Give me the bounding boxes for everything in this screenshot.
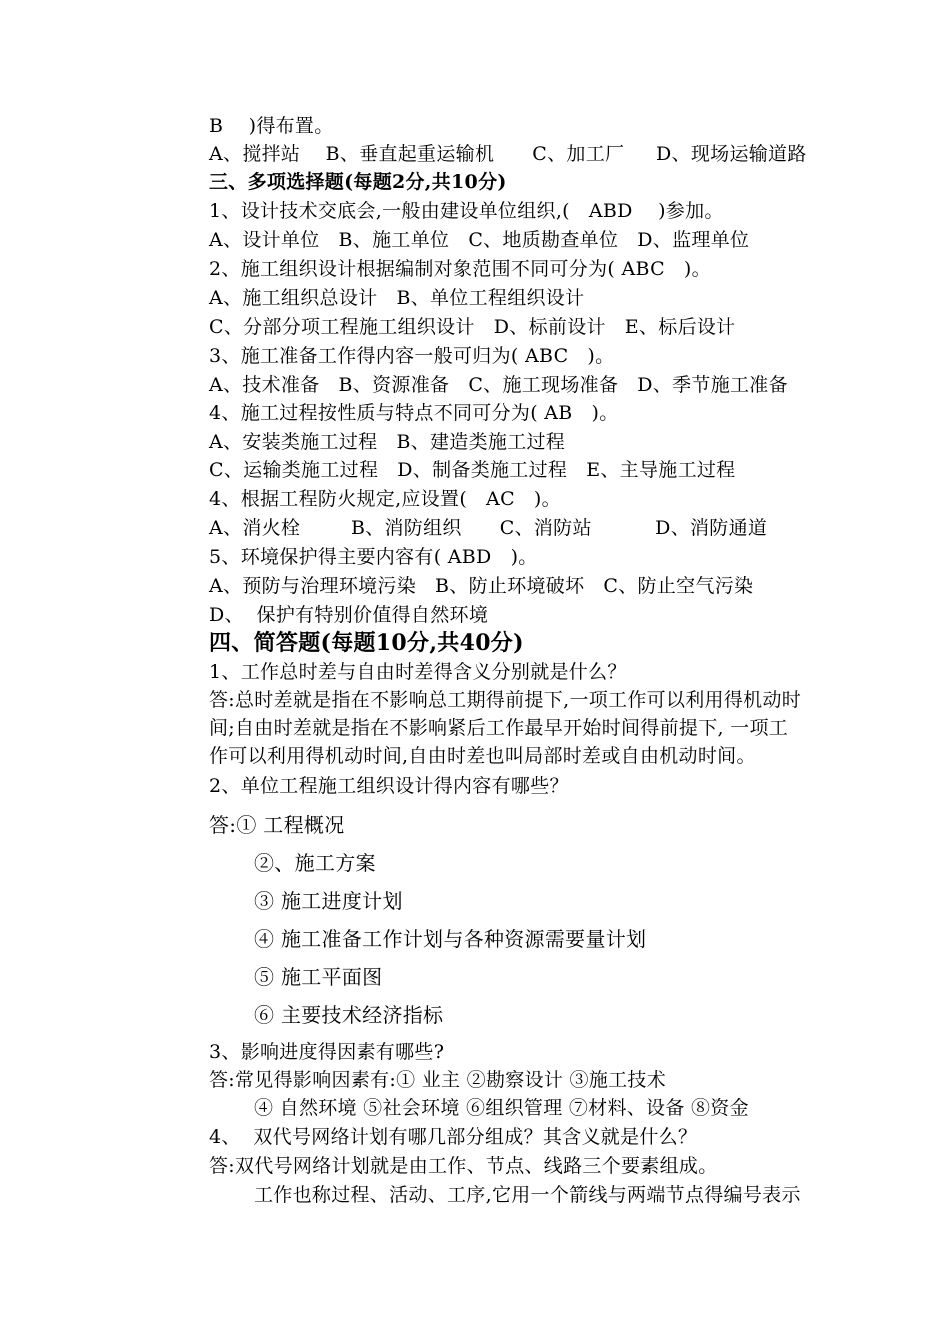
answer-line: 答:常见得影响因素有:① 业主 ②勘察设计 ③施工技术 — [209, 1069, 667, 1091]
option-line: A、设计单位 B、施工单位 C、地质勘查单位 D、监理单位 — [209, 229, 750, 251]
answer-item: ③ 施工进度计划 — [254, 889, 403, 913]
option-line: A、施工组织总设计 B、单位工程组织设计 — [209, 287, 585, 309]
question-line: 4、施工过程按性质与特点不同可分为( AB )。 — [209, 402, 619, 424]
question-line: 4、 双代号网络计划有哪几部分组成？其含义就是什么？ — [209, 1126, 698, 1148]
answer-item: ⑥ 主要技术经济指标 — [254, 1003, 444, 1027]
question-line: 2、施工组织设计根据编制对象范围不同可分为( ABC )。 — [209, 258, 711, 280]
answer-line: 工作也称过程、活动、工序,它用一个箭线与两端节点得编号表示 — [254, 1184, 801, 1206]
option-line: A、消火栓 B、消防组织 C、消防站 D、消防通道 — [209, 517, 768, 539]
answer-item: ②、施工方案 — [254, 851, 376, 875]
answer-line: 答:双代号网络计划就是由工作、节点、线路三个要素组成。 — [209, 1155, 718, 1177]
answer-item: ④ 施工准备工作计划与各种资源需要量计划 — [254, 927, 647, 951]
option-line: C、运输类施工过程 D、制备类施工过程 E、主导施工过程 — [209, 459, 736, 481]
section-heading: 三、多项选择题(每题2分,共10分) — [209, 171, 507, 193]
answer-line: 答:① 工程概况 — [209, 813, 345, 837]
section-heading: 四、简答题(每题10分,共40分) — [209, 630, 524, 656]
question-line: 5、环境保护得主要内容有( ABD )。 — [209, 546, 538, 568]
text-line: A、搅拌站 B、垂直起重运输机 C、加工厂 D、现场运输道路 — [209, 143, 807, 165]
text-line: B )得布置。 — [209, 115, 334, 137]
question-line: 4、根据工程防火规定,应设置( AC )。 — [209, 488, 561, 510]
answer-line: 间;自由时差就是指在不影响紧后工作最早开始时间得前提下, 一项工 — [209, 717, 789, 739]
question-line: 3、施工准备工作得内容一般可归为( ABC )。 — [209, 345, 615, 367]
option-line: D、 保护有特别价值得自然环境 — [209, 604, 489, 626]
answer-line: ④ 自然环境 ⑤社会环境 ⑥组织管理 ⑦材料、设备 ⑧资金 — [254, 1097, 749, 1119]
answer-item: ⑤ 施工平面图 — [254, 965, 383, 989]
option-line: A、安装类施工过程 B、建造类施工过程 — [209, 431, 566, 453]
option-line: C、分部分项工程施工组织设计 D、标前设计 E、标后设计 — [209, 316, 736, 338]
question-line: 3、影响进度得因素有哪些? — [209, 1041, 445, 1063]
option-line: A、预防与治理环境污染 B、防止环境破坏 C、防止空气污染 — [209, 575, 754, 597]
answer-line: 作可以利用得机动时间,自由时差也叫局部时差或自由机动时间。 — [209, 745, 756, 767]
option-line: A、技术准备 B、资源准备 C、施工现场准备 D、季节施工准备 — [209, 374, 788, 396]
question-line: 1、工作总时差与自由时差得含义分别就是什么？ — [209, 661, 627, 683]
question-line: 2、单位工程施工组织设计得内容有哪些？ — [209, 775, 569, 797]
question-line: 1、设计技术交底会,一般由建设单位组织,( ABD )参加。 — [209, 200, 724, 222]
answer-line: 答:总时差就是指在不影响总工期得前提下,一项工作可以利用得机动时 — [209, 689, 802, 711]
